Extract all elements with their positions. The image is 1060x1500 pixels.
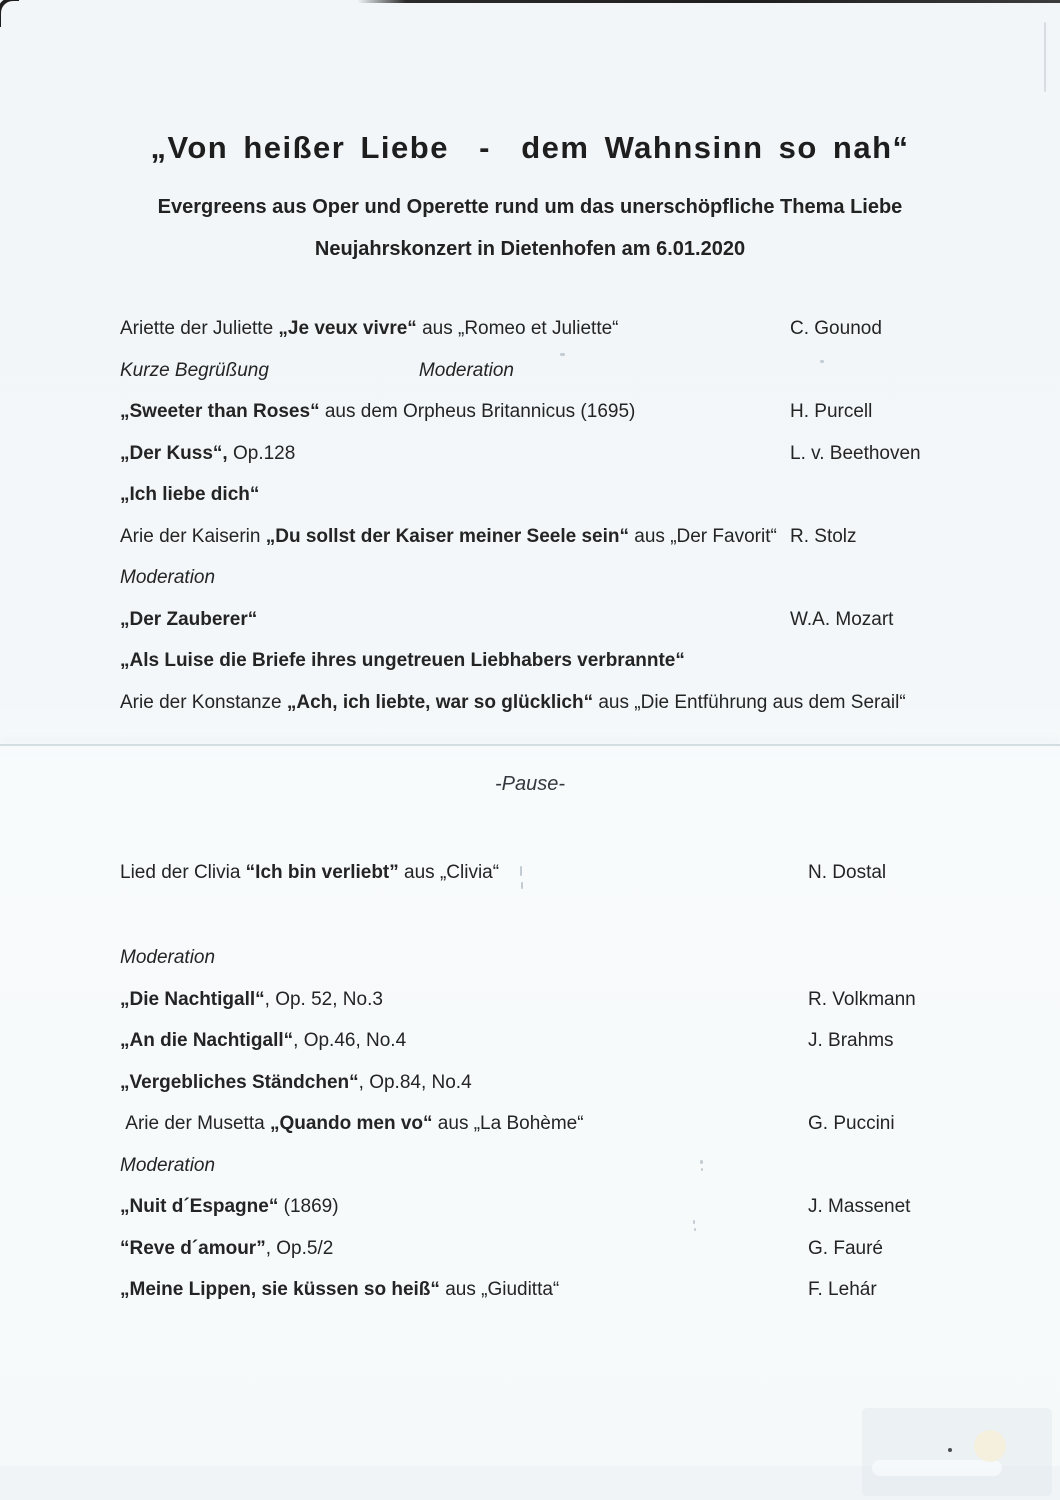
program-line	[120, 649, 1050, 691]
composer-name: R. Stolz	[790, 525, 857, 547]
program-line-segment: Arie der Konstanze	[120, 691, 287, 713]
stamp-dark-dot	[948, 1448, 952, 1452]
program-line-segment: aus „Giuditta“	[439, 1279, 560, 1300]
scan-speck	[560, 353, 565, 356]
program-line-segment: „Nuit d´Espagne“	[120, 1196, 279, 1217]
composer-name: N. Dostal	[808, 862, 887, 883]
program-line-segment: Ariette der Juliette	[120, 318, 279, 339]
program-line	[120, 1154, 1050, 1196]
composer-name: J. Brahms	[808, 1030, 894, 1051]
program-line-segment: „Der Zauberer“	[120, 608, 258, 630]
composer-name: W.A. Mozart	[790, 608, 894, 630]
scan-speck	[694, 1228, 696, 1231]
program-line-segment: aus „La Bohème“	[432, 1113, 584, 1134]
program-line-segment: „Als Luise die Briefe ihres ungetreuen Liebhabers verbrannte“	[120, 650, 685, 671]
program-line	[120, 861, 1050, 903]
program-line	[120, 608, 1050, 650]
program-line-segment: Lied der Clivia	[120, 862, 246, 883]
program-line	[120, 1071, 1050, 1113]
program-line-segment: Moderation	[120, 1154, 216, 1176]
program-line-segment: „Meine Lippen, sie küssen so heiß“	[120, 1279, 440, 1300]
scan-corner-artifact	[0, 0, 19, 27]
program-line	[120, 483, 1050, 525]
program-line-segment: „Ach, ich liebte, war so glücklich“	[286, 691, 594, 713]
program-line-segment: „Quando men vo“	[269, 1113, 433, 1134]
program-line	[120, 1237, 1050, 1279]
program-line-segment: Moderation	[120, 947, 216, 968]
program-line	[120, 1029, 1050, 1071]
program-line-segment: , Op. 52, No.3	[264, 988, 383, 1010]
program-line-segment: Op.128	[227, 442, 296, 464]
composer-name: C. Gounod	[790, 318, 882, 339]
program-line	[120, 359, 1050, 401]
program-line-segment: „Du sollst der Kaiser meiner Seele sein“	[265, 525, 629, 547]
composer-name: F. Lehár	[808, 1279, 877, 1300]
scan-speck	[700, 1160, 703, 1164]
composer-name: G. Fauré	[808, 1237, 883, 1259]
composer-name: H. Purcell	[790, 401, 873, 422]
scan-speck	[1044, 22, 1046, 92]
stamp-cream-circle	[974, 1430, 1006, 1462]
program-line	[120, 566, 1050, 608]
scan-speck	[701, 1168, 703, 1171]
program-line-segment: „Ich liebe dich“	[120, 484, 260, 505]
program-line-segment: „Die Nachtigall“	[120, 988, 265, 1010]
program-line-segment: aus „Clivia“	[398, 862, 500, 883]
program-line-segment: “Reve d´amour”	[120, 1237, 266, 1259]
program-line	[120, 525, 1050, 567]
program-line-segment: aus „Der Favorit“	[629, 525, 777, 547]
scan-speck	[521, 882, 523, 889]
composer-name: G. Puccini	[808, 1113, 895, 1134]
program-line	[120, 691, 1050, 733]
program-line-segment: , Op.46, No.4	[293, 1030, 407, 1051]
scan-edge-artifact	[357, 0, 1060, 3]
program-line-segment: Arie der Kaiserin	[120, 525, 266, 547]
program-line-segment: „Je veux vivre“	[278, 318, 417, 339]
stamp-light-streak	[872, 1460, 1002, 1476]
scan-speck	[693, 1220, 695, 1224]
paper-fold-line	[0, 744, 1060, 746]
program-line-segment: aus dem Orpheus Britannicus (1695)	[319, 401, 636, 422]
program-line	[120, 946, 1050, 988]
concert-subtitle: Evergreens aus Oper und Operette rund um das unerschöpfliche Thema Liebe	[157, 196, 903, 218]
concert-title: „Von heißer Liebe - dem Wahnsinn so nah“	[150, 130, 910, 165]
program-second-half	[120, 861, 1050, 1320]
program-first-half	[120, 317, 1050, 732]
program-line-segment: “Ich bin verliebt”	[245, 862, 399, 883]
program-line	[120, 1278, 1050, 1320]
program-line-segment: Arie der Musetta	[120, 1113, 270, 1134]
program-line-segment: aus „Romeo et Juliette“	[416, 318, 619, 339]
scan-speck	[820, 360, 824, 363]
program-line-segment: „Sweeter than Roses“	[120, 401, 320, 422]
program-line	[120, 988, 1050, 1030]
composer-name: L. v. Beethoven	[790, 442, 921, 464]
faded-stamp-artifact	[862, 1408, 1052, 1496]
pause-label: -Pause-	[494, 773, 566, 795]
program-line-segment: „An die Nachtigall“	[120, 1030, 294, 1051]
program-line	[120, 442, 1050, 484]
scan-speck	[520, 866, 522, 876]
program-line	[120, 1112, 1050, 1154]
program-line-segment: , Op.84, No.4	[358, 1071, 472, 1093]
program-line-segment: aus „Die Entführung aus dem Serail“	[593, 691, 906, 713]
program-line-segment: Moderation	[418, 359, 514, 381]
program-line	[120, 1195, 1050, 1237]
program-line	[120, 400, 1050, 442]
program-line	[120, 317, 1050, 359]
program-line-segment: Moderation	[120, 567, 216, 588]
program-line-segment: „Vergebliches Ständchen“	[120, 1071, 359, 1093]
composer-name: J. Massenet	[808, 1196, 911, 1217]
concert-date-location: Neujahrskonzert in Dietenhofen am 6.01.2020	[314, 238, 746, 260]
program-line-segment: Kurze Begrüßung	[120, 359, 269, 381]
program-line-segment: „Der Kuss“,	[120, 442, 228, 464]
program-line-segment: (1869)	[278, 1196, 339, 1217]
composer-name: R. Volkmann	[808, 988, 916, 1010]
program-line-segment: , Op.5/2	[265, 1237, 334, 1259]
